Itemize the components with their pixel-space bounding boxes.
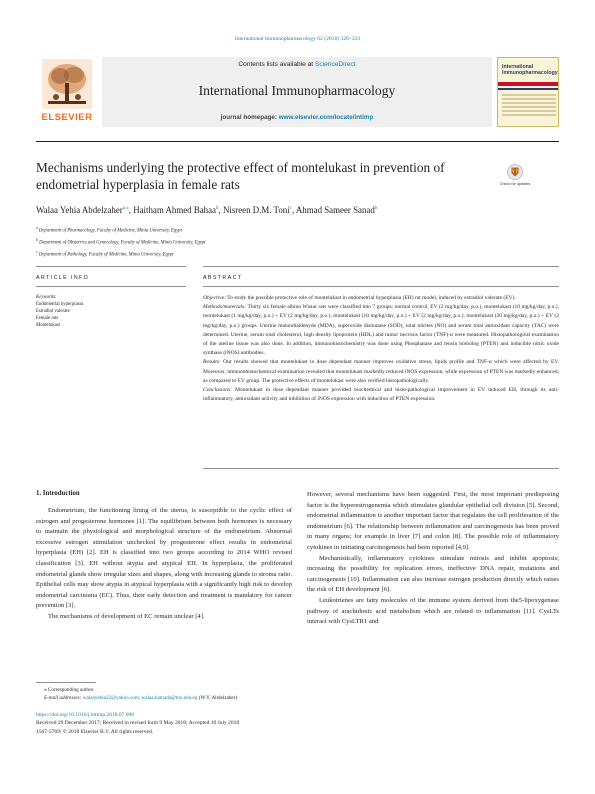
- abstract-conclusions: Conclusions: Montelukast in dose dependant manner provided biochemical and histo-pathological improvement in EV induced EH, through its anti-inflammatory, antioxidant activity and inhibition of iNOS expression with induction of PTEN expression.: [203, 387, 559, 403]
- crossmark-label: Check for updates: [499, 182, 531, 186]
- body-paragraph: However, several mechanisms have been suggested. First, the most important predisposing factor is the hyperestrogenemia which stimulates glandular epithelial cell division [5]. Second, endometrial inflammation is another important factor that regulates the cell proliferation of the endometrium [6]. The relationship between inflammation and carcinogenesis has been proved in many organs; for example in liver [7] and colon [8]. The possible role of inflammatory cytokines in initiating carcinogenesis had been reported [4,9].: [307, 491, 559, 551]
- elsevier-wordmark: ELSEVIER: [41, 112, 93, 123]
- keywords-block: [36, 294, 186, 329]
- journal-homepage: [102, 114, 492, 121]
- journal-cover: [497, 57, 559, 127]
- keyword[interactable]: Endometrial hyperplasia: [36, 302, 84, 308]
- affiliations: [36, 224, 559, 260]
- masthead-rule: [36, 141, 559, 142]
- cover-band: [498, 82, 559, 86]
- cover-title: International Immunopharmacology: [502, 64, 558, 76]
- author-3[interactable]: Nisreen D.M. Toni$^c$: [222, 205, 292, 215]
- affiliation-c: $^c$ Department of Pathology, Faculty of Medicine, Minia University, Egypt: [36, 250, 174, 258]
- body-paragraph: Leukotrienes are fatty molecules of the immune system derived from the5-lipoxygenase pathway of arachidonic acid metabolism which are related to inflammation [11]. CysLTs interact with CysLTR1 and: [307, 596, 559, 626]
- abstract-rule-bottom: [203, 468, 559, 469]
- body-paragraph: Mechanistically, inflammatory cytokines stimulate mitosis and inhibit apoptosis; increasing the possibility for replication errors, ineffective DNA repair, mutations and carcinogenesis [10]. Inflammation can also increase estrogen production directly which raises the risk of EH development [6].: [307, 554, 559, 594]
- footnotes: [36, 686, 559, 703]
- cover-pattern: [502, 94, 556, 122]
- keyword[interactable]: Female rats: [36, 316, 59, 322]
- keyword[interactable]: Estradiol valerate: [36, 309, 70, 315]
- article-info-heading: ARTICLE INFO: [36, 275, 90, 281]
- article-info-rule: [36, 286, 186, 287]
- abstract-methods: Methods/materials: Thirty six female albino Wistar rats were classified into 7 groups: normal control, EV (2 mg/kg/day, p.o.), montelukast (10 mg/kg/day, p.o.), montelukast (1 mg/kg/day, p.o.) + EV (2 mg/kg/day, p.o.), montelukast (10 mg/kg/day, p.o.) + EV (2 mg/kg/day, p.o.), montelukast (20 mg/kg/day, p.o.) + EV (2 mg/kg/day, p.o.) groups. Uterine malondialdehyde (MDA), superoxide dismutase (SOD), total nitrites (NO) and serum total antioxidant capacity (TAC) were determined. Uterine, serum total cholesterol, high density lipoprotein (HDL) and tumor necrosis factor (TNF)-α were measured. Histopathological examination of the uterine tissue was also done. In addition, immunohistochemistry was done using Phosphatase and tensin homolog (PTEN) and inducible nitric oxide synthase (iNOS) antibodies.: [203, 304, 560, 357]
- affiliation-b: $^b$ Department of Obstetrics and Gynecology, Faculty of Medicine, Minia University, Egypt: [36, 238, 206, 246]
- email-note: E-mail addresses: walaayehia22@yahoo.com, walaa.hamada@mu.edu.eg (W.Y. Abdelzaher).: [44, 695, 239, 702]
- doi-link[interactable]: https://doi.org/10.1016/j.intimp.2018.07.008: [36, 712, 134, 718]
- abstract-rule-top: [203, 266, 559, 267]
- author-4[interactable]: Ahmad Sameer Sanad$^b$: [295, 205, 378, 215]
- abstract-rule: [203, 286, 559, 287]
- received-dates: Received 29 December 2017; Received in revised form 9 May 2018; Accepted 10 July 2018: [36, 720, 240, 727]
- sciencedirect-link[interactable]: ScienceDirect: [314, 61, 356, 68]
- homepage-link[interactable]: www.elsevier.com/locate/intimp: [278, 114, 374, 121]
- contents-prefix: Contents lists available at: [238, 61, 315, 68]
- section-heading-introduction: 1. Introduction: [36, 490, 80, 497]
- cover-band-secondary: [498, 88, 559, 90]
- homepage-prefix: journal homepage:: [220, 114, 279, 121]
- body-column-left: [36, 506, 292, 623]
- journal-reference[interactable]: International Immunopharmacology 62 (2018) 326–333: [234, 36, 361, 42]
- author-list: Walaa Yehia Abdelzaher$^{a,⁎}$, Haitham Ahmed Bahaa$^b$, Nisreen D.M. Toni$^c$, Ahmad Sameer Sanad$^b$: [36, 205, 378, 215]
- elsevier-logo: [36, 57, 98, 127]
- copyright: 1567-5769/ © 2018 Elsevier B.V. All rights reserved.: [36, 728, 154, 735]
- author-2[interactable]: Haitham Ahmed Bahaa$^b$: [133, 205, 219, 215]
- article-title: Mechanisms underlying the protective effect of montelukast in prevention of endometrial hyperplasia in female rats: [36, 160, 445, 192]
- abstract-body: [203, 294, 559, 404]
- article-info-rule-top: [36, 266, 186, 267]
- abstract-heading: ABSTRACT: [203, 275, 243, 281]
- crossmark-icon: [507, 164, 523, 180]
- affiliation-a: $^a$ Department of Pharmacology, Faculty of Medicine, Minia University, Egypt: [36, 226, 182, 234]
- corresponding-author-note: ⁎ Corresponding author.: [44, 687, 95, 693]
- email-links[interactable]: walaayehia22@yahoo.com, walaa.hamada@mu.edu.eg: [82, 695, 198, 702]
- journal-name: International Immunopharmacology: [198, 83, 396, 98]
- contents-line: [102, 61, 492, 68]
- body-column-right: [307, 490, 559, 628]
- keywords-label: Keywords:: [36, 295, 57, 300]
- body-paragraph: Endometrium, the functioning lining of the uterus, is susceptible to the cyclic effect of estrogen and progesterone hormones [1]. The equilibrium between both hormones is necessary to maintain the physiological and morphological structure of the endometrium. Abnormal excessive estrogen stimulation unchecked by progesterone effect results in endometrial hyperplasia (EH) [2]. EH is classified into two groups according to 2014 WHO revised classification [3]. EH without atypia and atypical EH. In hyperplasia, the proliferated endometrial glands show irregular sizes and shapes, along with increasing glands to stroma ratio. Epithelial cells may show atypia in atypical hyperplasia with a significantly high risk to develop endometrial carcinoma (EC). Thus, their early detection and treatment is mandatory for cancer prevention [3].: [36, 507, 292, 610]
- author-1[interactable]: Walaa Yehia Abdelzaher$^{a,⁎}$: [36, 205, 129, 215]
- abstract-objective: Objective: To study the possible protective role of montelukast in endometrial hyperplasia (EH) rat model, induced by estradiol valerate (EV).: [203, 295, 516, 301]
- article-metadata: [36, 711, 559, 736]
- elsevier-tree-icon: [42, 59, 92, 109]
- keyword[interactable]: Montelukast: [36, 323, 60, 329]
- body-paragraph: The mechanisms of development of EC remain unclear [4].: [48, 612, 205, 620]
- crossmark-badge[interactable]: [499, 164, 531, 196]
- abstract-results: Results: Our results showed that montelukast in dose dependant manner improves oxidative stress, lipids profile and TNF-α which were affected by EV. Moreover, immunohistochemical examination revealed that montelukast markedly reduced iNOS expression, while expression of PTEN was markedly enhanced, as compared to EV group. The protective effects of montelukast were also verified histopathologically.: [203, 359, 559, 384]
- footnote-rule: [36, 682, 96, 683]
